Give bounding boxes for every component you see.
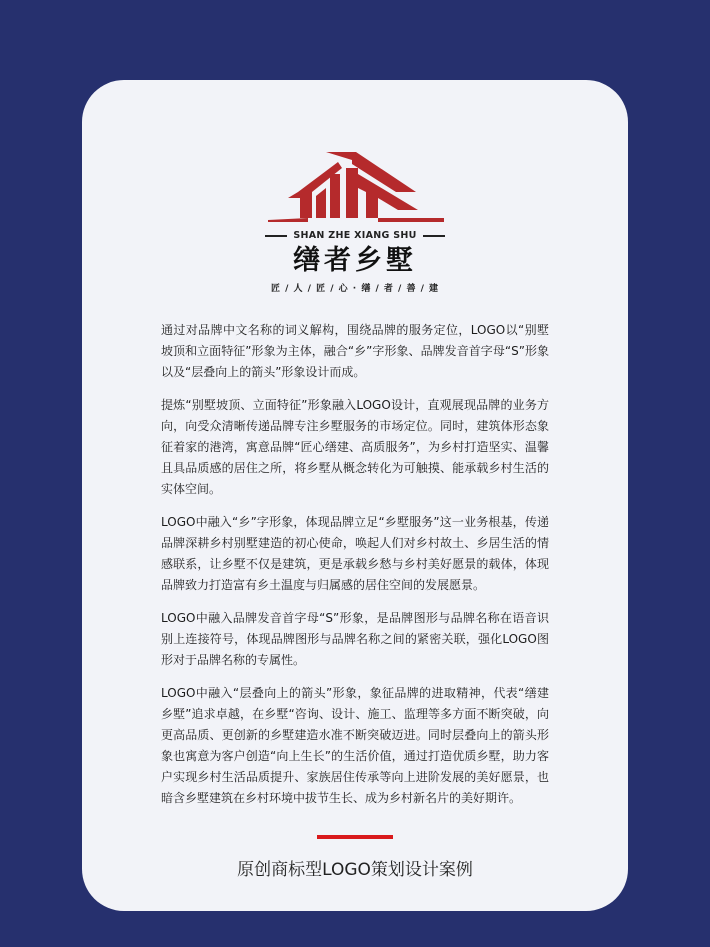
paragraph: LOGO中融入品牌发音首字母“S”形象，是品牌图形与品牌名称在语音识别上连接符号，体现品牌图形与品牌名称之间的紧密关联，强化LOGO图形对于品牌名称的专属性。 xyxy=(161,611,549,667)
paragraph: 提炼“别墅坡顶、立面特征”形象融入LOGO设计，直观展现品牌的业务方向，向受众清晰传递品牌专注乡墅服务的市场定位。同时，建筑体形态象征着家的港湾，寓意品牌“匠心缮建、高质服务”，为乡村打造坚实、温馨且具品质感的居住之所，将乡墅从概念转化为可触摸、能承载乡村生活的实体空间。 xyxy=(161,398,549,496)
footer-title: 原创商标型LOGO策划设计案例 xyxy=(237,860,473,880)
logo-slogan: 匠 / 人 / 匠 / 心 · 缮 / 者 / 善 / 建 xyxy=(270,284,439,294)
content-card xyxy=(82,80,628,911)
paragraph: LOGO中融入“层叠向上的箭头”形象，象征品牌的进取精神，代表“缮建乡墅”追求卓越，在乡墅“咨询、设计、施工、监理等多方面不断突破，向更高品质、更创新的乡墅建造水准不断突破迈进。同时层叠向上的箭头形象也寓意为客户创造“向上生长”的生活价值，通过打造优质乡墅，助力客户实现乡村生活品质提升、家族居住传承等向上进阶发展的美好愿景，也暗含乡墅建筑在乡村环境中拔节生长、成为乡村新名片的美好期许。 xyxy=(161,686,549,805)
paragraph: LOGO中融入“乡”字形象，体现品牌立足“乡墅服务”这一业务根基，传递品牌深耕乡村别墅建造的初心使命，唤起人们对乡村故土、乡居生活的情感联系，让乡墅不仅是建筑，更是承载乡愁与乡村美好愿景的载体，体现品牌致力打造富有乡土温度与归属感的居住空间的发展愿景。 xyxy=(161,515,549,592)
logo-chinese-name: 缮者乡墅 xyxy=(293,245,417,276)
paragraph: 通过对品牌中文名称的词义解构，围绕品牌的服务定位，LOGO以“别墅坡顶和立面特征”形象为主体，融合“乡”字形象、品牌发音首字母“S”形象以及“层叠向上的箭头”形象设计而成。 xyxy=(161,323,549,379)
description-body xyxy=(161,320,549,809)
content-flow xyxy=(82,80,628,911)
english-name-text: SHAN ZHE XIANG SHU xyxy=(293,230,417,241)
red-divider xyxy=(317,835,393,839)
